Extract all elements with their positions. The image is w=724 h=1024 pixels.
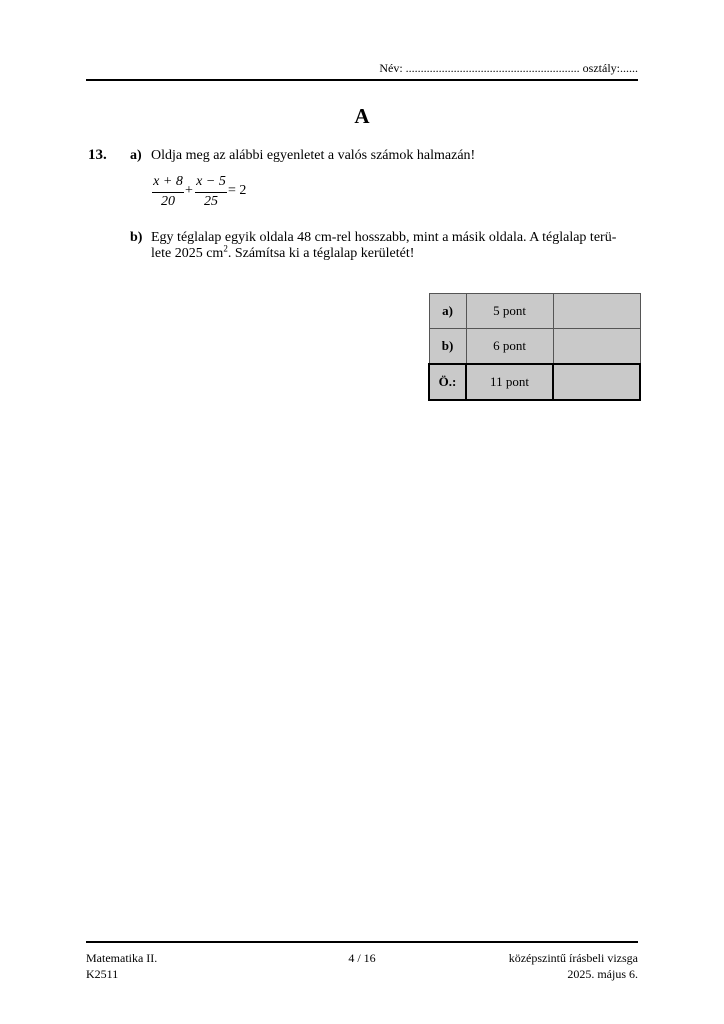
question-number: 13.: [88, 147, 107, 163]
header-rule: [86, 79, 638, 81]
score-points: 6 pont: [466, 329, 553, 365]
score-row-total: [429, 364, 640, 400]
footer-date: 2025. május 6.: [567, 967, 638, 981]
name-class-field: Név: .......................................................... osztály:......: [379, 61, 638, 75]
superscript-2: 2: [223, 243, 228, 254]
score-earned-cell[interactable]: [553, 364, 640, 400]
score-table: [428, 293, 641, 401]
score-row-b: [429, 329, 640, 365]
plus-sign: +: [185, 183, 193, 198]
version-letter: A: [354, 104, 370, 128]
score-earned-cell[interactable]: [553, 294, 640, 329]
part-b-line-2-post: . Számítsa ki a téglalap kerületét!: [227, 246, 415, 261]
footer-subject: Matematika II.: [86, 951, 158, 965]
part-b-line-1: Egy téglalap egyik oldala 48 cm-rel hosszabb, mint a másik oldala. A téglalap terü-: [151, 230, 617, 245]
part-b-line-2-pre: lete 2025 cm: [151, 246, 224, 261]
score-points: 11 pont: [466, 364, 553, 400]
score-label: a): [429, 294, 466, 329]
fraction-2-bar: [195, 192, 227, 193]
score-label: b): [429, 329, 466, 365]
fraction-1-numerator: x + 8: [153, 174, 183, 189]
part-b-line-2: [151, 243, 639, 262]
score-row-a: [429, 294, 640, 329]
part-a-label: a): [130, 148, 142, 163]
part-b-text: [151, 230, 639, 262]
fraction-1-bar: [152, 192, 184, 193]
score-label: Ö.:: [429, 364, 466, 400]
fraction-2-numerator: x − 5: [196, 174, 226, 189]
part-b-label: b): [130, 230, 143, 245]
footer-exam: középszintű írásbeli vizsga: [508, 951, 638, 965]
score-earned-cell[interactable]: [553, 329, 640, 365]
footer-right: [338, 950, 638, 982]
score-points: 5 pont: [466, 294, 553, 329]
part-a-text: Oldja meg az alábbi egyenletet a valós számok halmazán!: [151, 148, 476, 163]
equation-rhs: = 2: [228, 183, 247, 198]
footer-code: K2511: [86, 967, 119, 981]
footer-rule: [86, 941, 638, 943]
fraction-2-denominator: 25: [204, 194, 218, 209]
fraction-1-denominator: 20: [161, 194, 175, 209]
footer-page: 4 / 16: [348, 951, 376, 965]
